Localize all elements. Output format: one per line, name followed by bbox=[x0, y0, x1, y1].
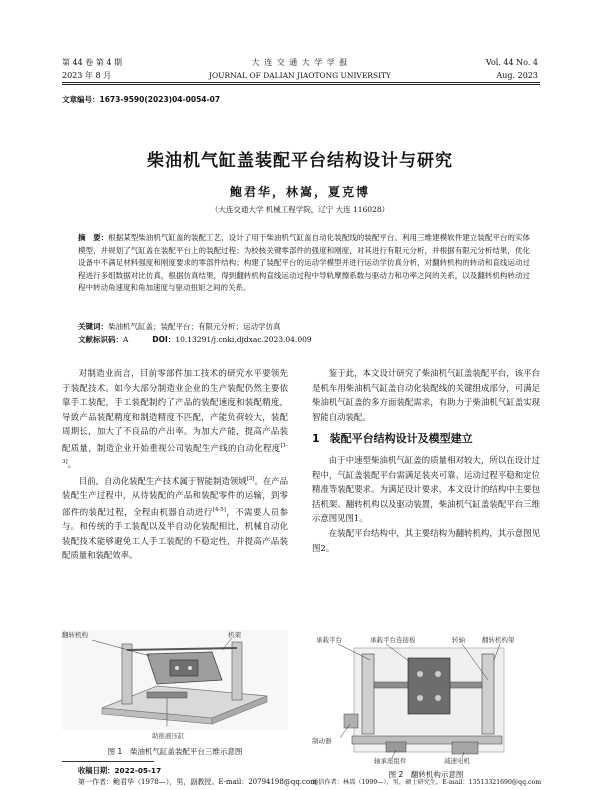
header-vol-issue-cn: 第 44 卷 第 4 期 bbox=[62, 58, 122, 67]
article-number: 文章编号：1673-9590(2023)04-0054-07 bbox=[62, 95, 221, 104]
footnote-separator bbox=[62, 761, 154, 762]
footnote-corresponding-author: 通信作者：林嵩（1999—），男，硕士研究生。E-mail：13513321690@qq.com bbox=[312, 779, 542, 786]
abstract bbox=[78, 232, 530, 295]
header-vol-issue-en: Vol. 44 No. 4 bbox=[485, 58, 538, 67]
figure-1 bbox=[62, 630, 288, 742]
abstract-text: 根据某型柴油机气缸盖的装配工艺，设计了用于柴油机气缸盖自动化装配线的装配平台。利用三维建模软件建立装配平台的实体模型，并规划了气缸盖在装配平台上的装配过程；为校核关键零部件的强度和刚度，对其进行有限元分析，并根据有限元分析结果，优化设备中不满足材料强度和刚度要求的零部件结构；构建了装配平台的运动学模型并进行运动学仿真分析，对翻转机构的转动和直线运动过程进行多组数据对比仿真，根据仿真结果，得到翻转机构直线运动过程中导轨摩擦系数与驱动力和功率之间的关系，以及翻转机构转动过程中转动角速度和角加速度与驱动扭矩之间的关系。 bbox=[78, 233, 531, 292]
fig1-label-flip-mechanism: 翻转机构 bbox=[62, 631, 88, 639]
keywords-text: 柴油机气缸盖；装配平台；有限元分析；运动学仿真 bbox=[108, 322, 281, 331]
citation-4-5: [4-5] bbox=[212, 506, 226, 513]
fig1-label-frame: 机架 bbox=[228, 631, 241, 639]
header-rule-top bbox=[62, 82, 540, 83]
fig2-label-bearing-seat: 轴承座组件 bbox=[374, 757, 407, 765]
intro-paragraph-2: 目前，自动化装配生产技术属于智能制造领域[3]。在产品装配生产过程中，从待装配的产品和装配零件的运输，到零部件的装配过程，全程由机器自动进行[4-5]，不需要人员参与。和传统的手工装配以及半自动化装配相比，机械自动化装配技术能够避免工人手工装配的不稳定性，并提高产品装配质量和装配效率。 bbox=[62, 475, 289, 561]
fig2-label-carrier-platform: 承载平台 bbox=[316, 636, 342, 644]
paper-title: 柴油机气缸盖装配平台结构设计与研究 bbox=[147, 151, 453, 171]
header-date-cn: 2023 年 8 月 bbox=[62, 71, 112, 80]
doc-code-label: 文献标识码： bbox=[78, 335, 123, 344]
keywords-block bbox=[78, 320, 530, 346]
figure-2 bbox=[312, 632, 540, 766]
footnote-first-author: 第一作者：鲍君华（1978—），男，副教授。E-mail：20794198@qq.com bbox=[78, 778, 317, 786]
citation-3: [3] bbox=[246, 475, 255, 482]
citation-1-3: [1-3] bbox=[62, 442, 288, 466]
fig2-label-brake: 制动器 bbox=[312, 737, 332, 745]
author-list: 鲍君华，林嵩，夏克博 bbox=[229, 185, 370, 199]
section-1-number: 1 bbox=[312, 432, 320, 446]
figure-1-assembly-platform-drawing bbox=[62, 630, 288, 730]
header-journal-en: JOURNAL OF DALIAN JIAOTONG UNIVERSITY bbox=[209, 71, 391, 80]
fig2-label-flip-frame: 翻转机构架 bbox=[482, 636, 515, 644]
fig2-label-axle: 转轴 bbox=[452, 636, 465, 644]
abstract-label: 摘 要： bbox=[78, 233, 109, 242]
right-column bbox=[312, 366, 540, 555]
section-1-title: 装配平台结构设计及模型建立 bbox=[329, 432, 473, 446]
figure-2-flip-mechanism-drawing bbox=[312, 632, 540, 766]
affiliation: （大连交通大学 机械工程学院，辽宁 大连 116028） bbox=[210, 205, 390, 214]
fig2-label-connecting-plate: 承载平台连接板 bbox=[370, 636, 416, 644]
footnote-received-text: 收稿日期：2022-05-17 bbox=[78, 766, 162, 775]
section-1-paragraph-1: 由于中速型柴油机气缸盖的质量相对较大，所以在设计过程中，气缸盖装配平台需满足装夹可靠、运动过程平稳和定位精准等装配要求。为满足设计要求，本文设计的结构中主要包括机架、翻转机构以及驱动装置，柴油机气缸盖装配平台三维示意图见图1。 bbox=[312, 454, 540, 524]
header-date-en: Aug. 2023 bbox=[496, 71, 538, 80]
doi-label: DOI： bbox=[152, 335, 176, 344]
keywords-label: 关键词： bbox=[78, 322, 108, 331]
section-1-paragraph-2: 在装配平台结构中，其主要结构为翻转机构，其示意图见图2。 bbox=[312, 527, 540, 553]
fig2-label-gear-motor: 减速电机 bbox=[444, 757, 470, 765]
section-1-heading bbox=[312, 432, 540, 447]
left-column bbox=[62, 366, 288, 563]
intro-paragraph-3: 鉴于此，本文设计研究了柴油机气缸盖装配平台，该平台是机车用柴油机气缸盖自动化装配线的关键组成部分，可满足柴油机气缸盖的多方面装配需求，有助力于柴油机气缸盖实现智能自动装配。 bbox=[312, 368, 540, 422]
figure-1-caption: 图 1 柴油机气缸盖装配平台三维示意图 bbox=[107, 747, 243, 756]
doi-value: 10.13291/j.cnki.djdxac.2023.04.009 bbox=[175, 335, 312, 344]
header-journal-cn: 大 连 交 通 大 学 学 报 bbox=[251, 58, 349, 67]
intro-paragraph-1: 对制造业而言，目前零部件加工技术的研究水平要领先于装配技术。如今大部分制造业企业的生产装配仍然主要依靠手工装配，手工装配制约了产品的装配速度和装配精度，导致产品装配精度和制造精度不匹配，产能负荷较大，装配周期长，加大了不良品的产出率。为加大产能，提高产品装配质量，制造企业开始重视公司装配生产线的自动化程度[1-3]。 bbox=[62, 368, 288, 470]
header-rule-bottom bbox=[62, 84, 540, 85]
fig1-label-hydraulic-cylinder: 助推液压缸 bbox=[152, 732, 185, 740]
doc-code-value: A bbox=[123, 335, 129, 344]
figure-2-caption: 图 2 翻转机构示意图 bbox=[388, 770, 464, 779]
